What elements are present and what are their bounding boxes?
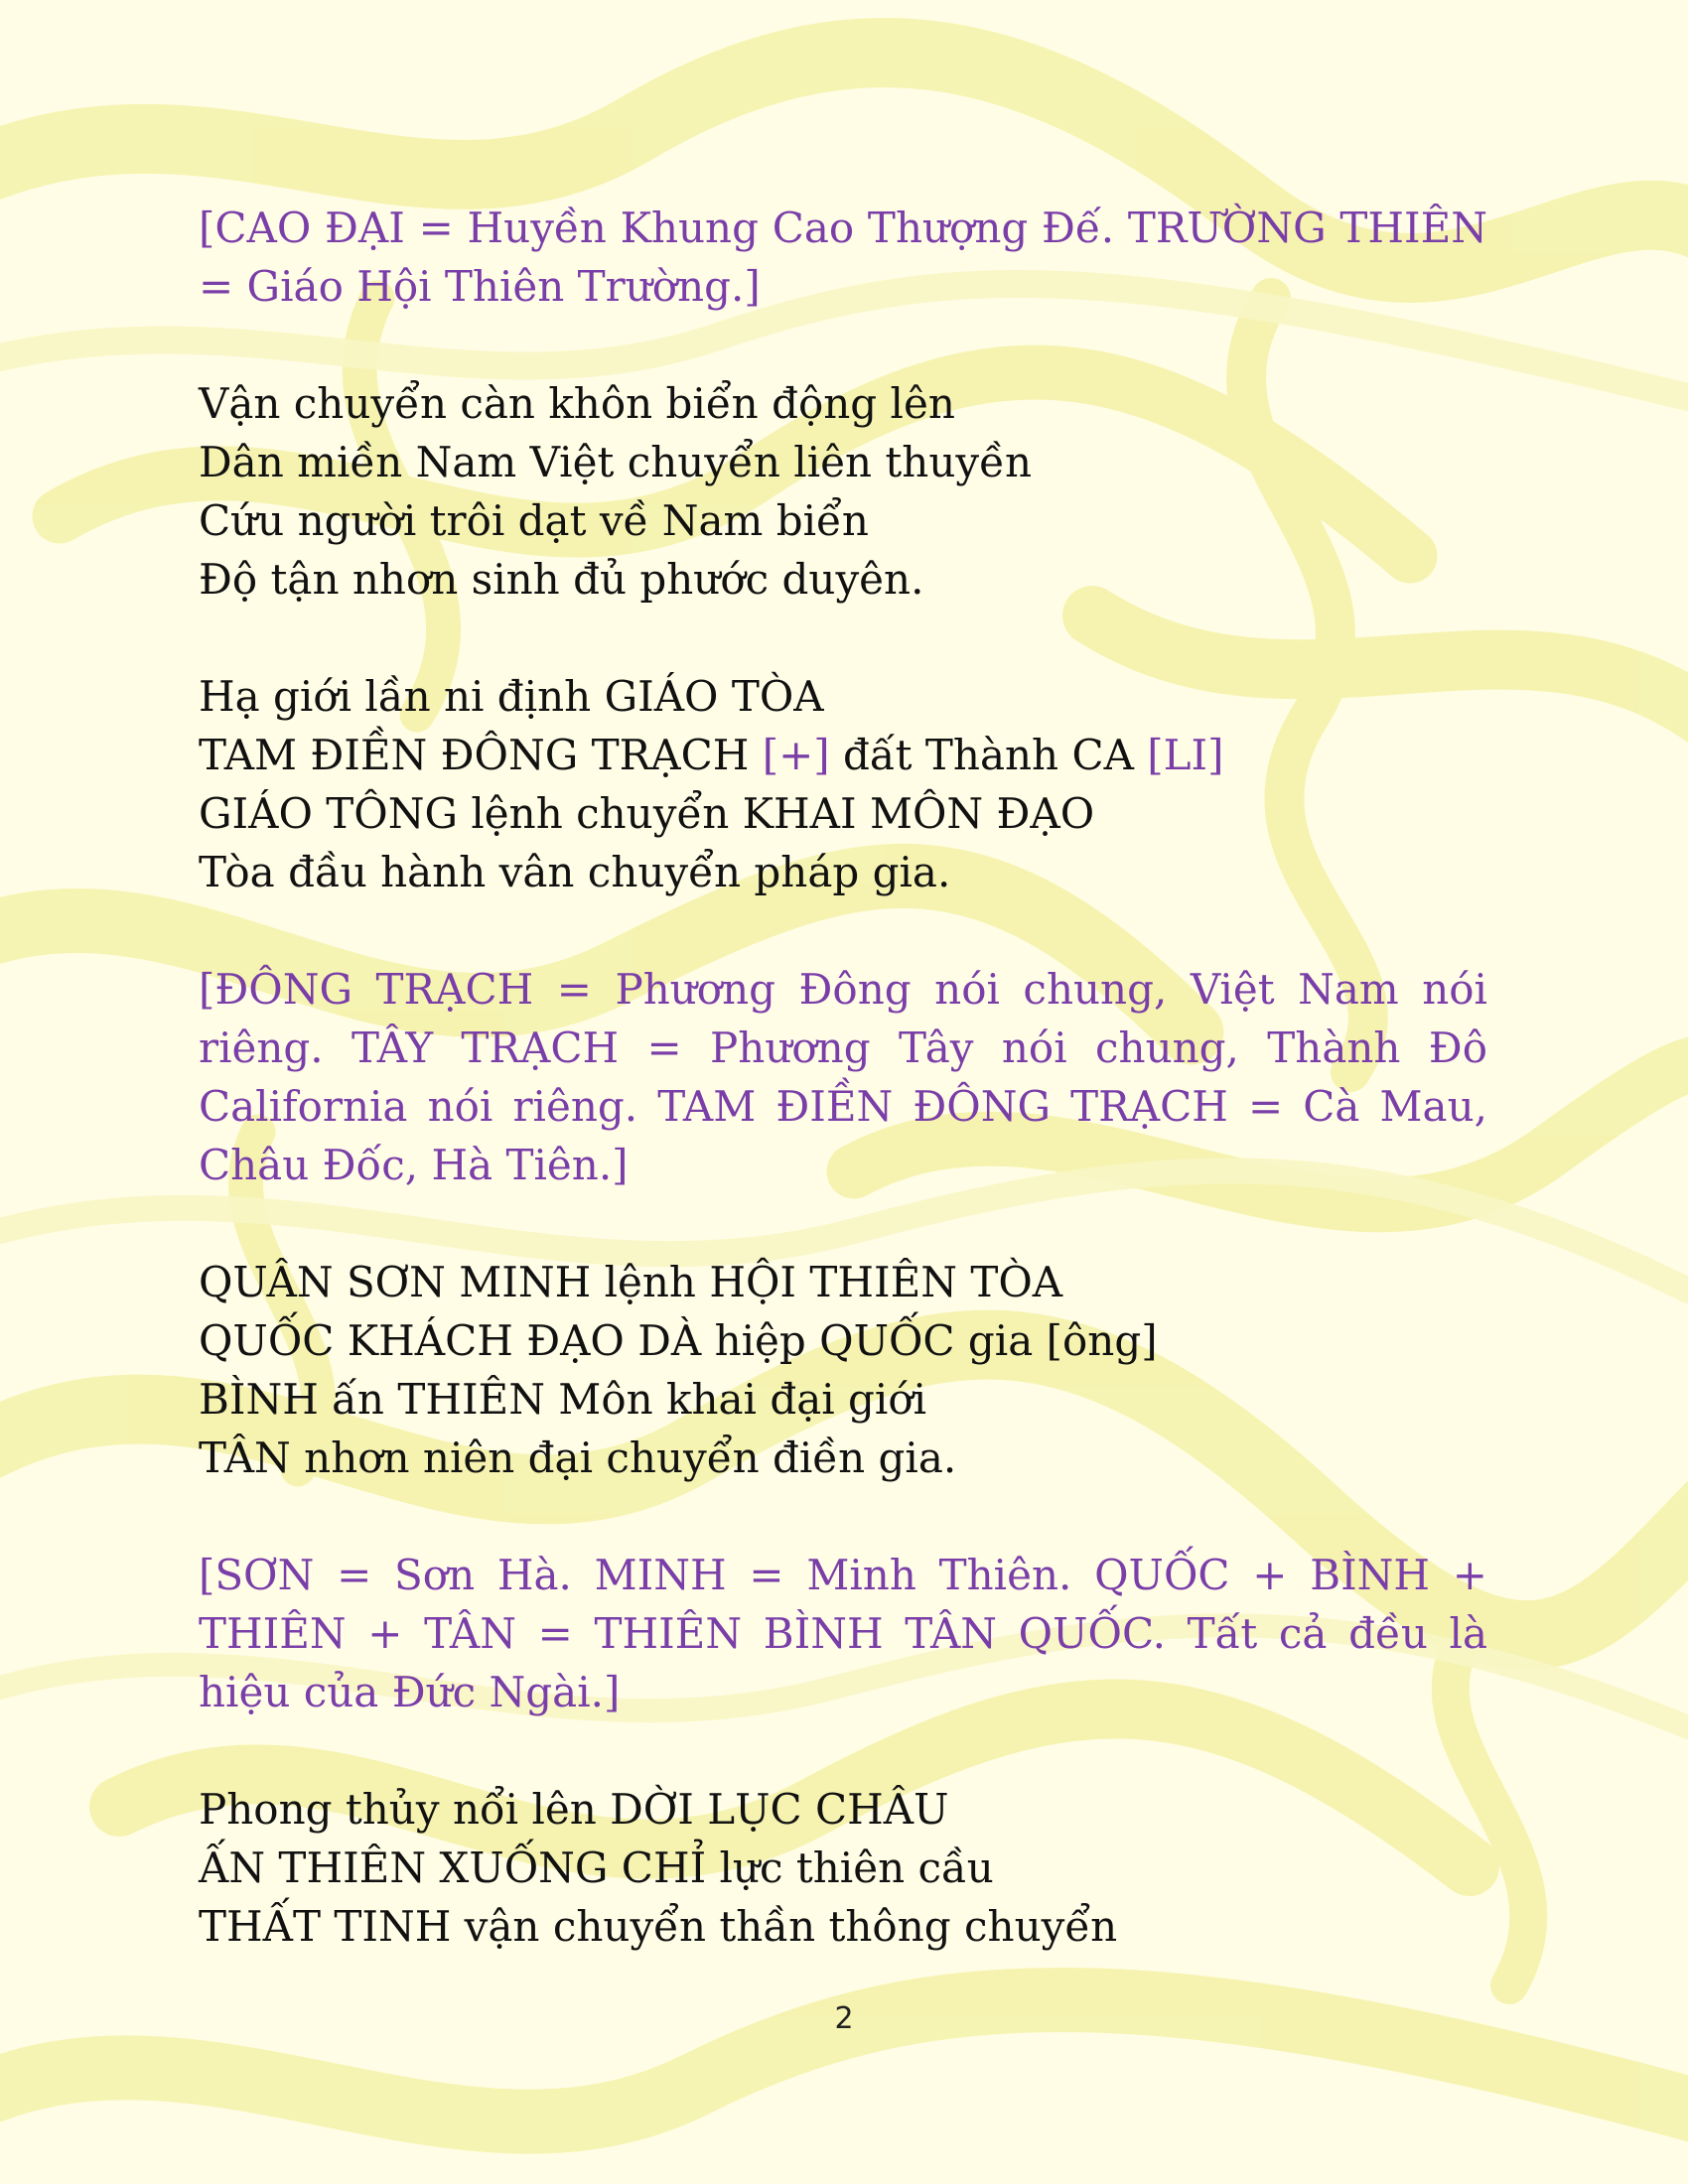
verse-line: GIÁO TÔNG lệnh chuyển KHAI MÔN ĐẠO bbox=[199, 789, 1095, 838]
inline-note-plus: [+] bbox=[762, 731, 830, 779]
stanza-1 bbox=[199, 374, 1487, 609]
verse-segment: TAM ĐIỀN ĐÔNG TRẠCH bbox=[199, 731, 763, 779]
poem-page bbox=[199, 199, 1487, 2014]
stanza-3 bbox=[199, 1253, 1487, 1487]
verse-line: Phong thủy nổi lên DỜI LỤC CHÂU bbox=[199, 1785, 949, 1834]
verse-line: THẤT TINH vận chuyển thần thông chuyển bbox=[199, 1902, 1118, 1951]
verse-line: Dân miền Nam Việt chuyển liên thuyền bbox=[199, 438, 1032, 486]
annotation-note-2: [ĐÔNG TRẠCH = Phương Đông nói chung, Việt Nam nói riêng. TÂY TRẠCH = Phương Tây nói chung, Thành Đô California nói riêng. TAM ĐIỀN ĐÔNG TRẠCH = Cà Mau, Châu Đốc, Hà Tiên.] bbox=[199, 965, 1487, 1189]
page-number: 2 bbox=[834, 2001, 854, 2036]
verse-line: Tòa đầu hành vân chuyển pháp gia. bbox=[199, 848, 951, 896]
verse-line: ẤN THIÊN XUỐNG CHỈ lực thiên cầu bbox=[199, 1843, 994, 1892]
annotation-note-1: [CAO ĐẠI = Huyền Khung Cao Thượng Đế. TRƯỜNG THIÊN = Giáo Hội Thiên Trường.] bbox=[199, 204, 1487, 311]
inline-note-li: [LI] bbox=[1147, 731, 1224, 779]
verse-line: TÂN nhơn niên đại chuyển điền gia. bbox=[199, 1433, 957, 1482]
verse-line: Hạ giới lần ni định GIÁO TÒA bbox=[199, 672, 824, 721]
stanza-4 bbox=[199, 1780, 1487, 1956]
verse-line: QUỐC KHÁCH ĐẠO DÀ hiệp QUỐC gia [ông] bbox=[199, 1316, 1158, 1365]
verse-segment: đất Thành CA bbox=[829, 731, 1148, 779]
verse-line: Độ tận nhơn sinh đủ phước duyên. bbox=[199, 555, 924, 604]
verse-line: Vận chuyển càn khôn biển động lên bbox=[199, 379, 955, 428]
annotation-note-3: [SƠN = Sơn Hà. MINH = Minh Thiên. QUỐC + BÌNH + THIÊN + TÂN = THIÊN BÌNH TÂN QUỐC. Tất cả đều là hiệu của Đức Ngài.] bbox=[199, 1551, 1487, 1716]
verse-line: Cứu người trôi dạt về Nam biển bbox=[199, 496, 869, 545]
verse-line: BÌNH ấn THIÊN Môn khai đại giới bbox=[199, 1375, 927, 1424]
verse-line-with-notes bbox=[199, 726, 1487, 784]
stanza-2 bbox=[199, 667, 1487, 901]
verse-line: QUÂN SƠN MINH lệnh HỘI THIÊN TÒA bbox=[199, 1258, 1063, 1306]
